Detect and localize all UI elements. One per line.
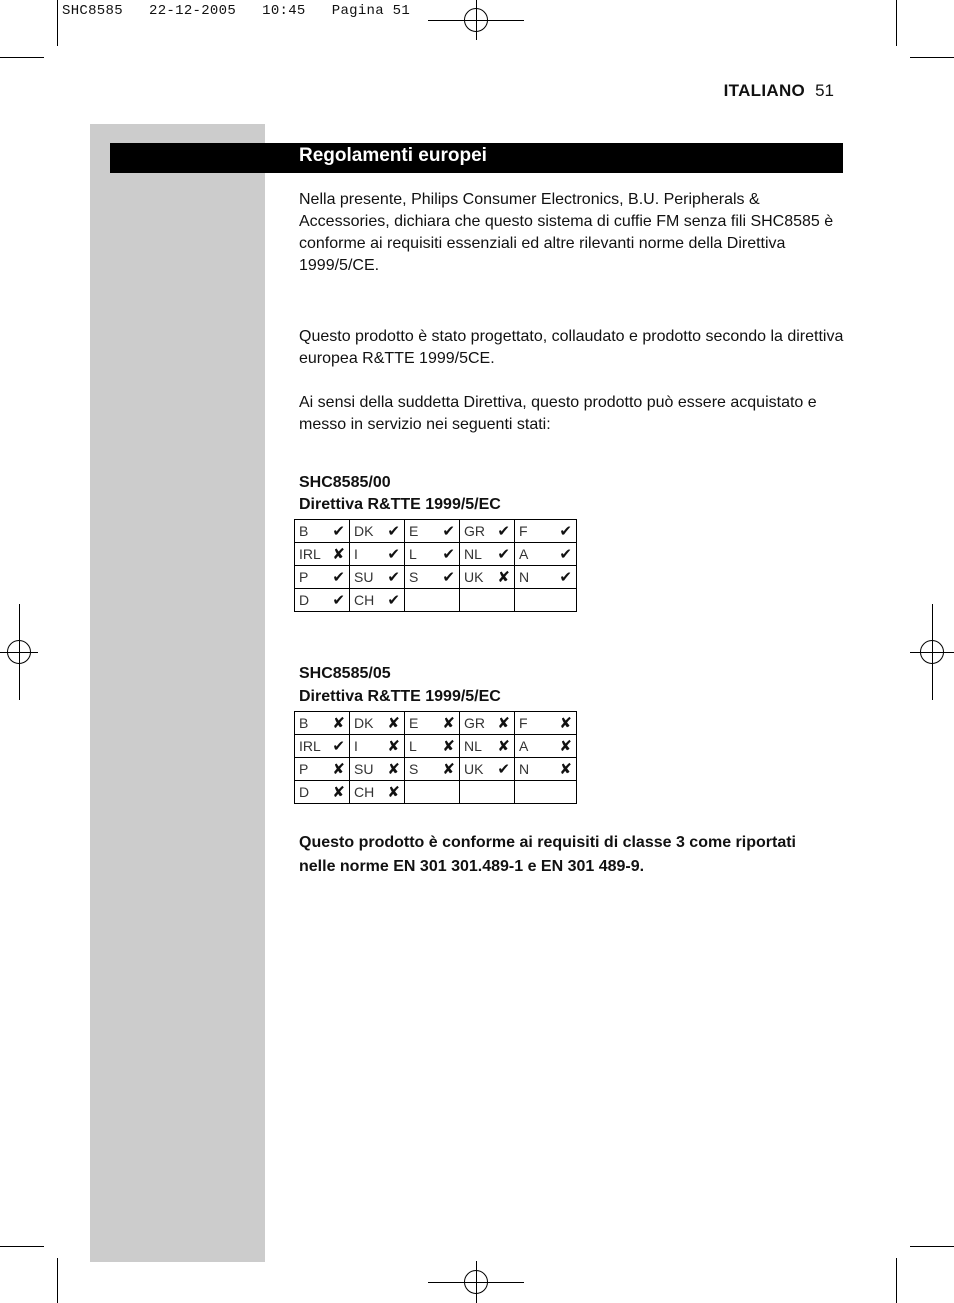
table-cell [405, 589, 460, 612]
check-icon: ✔ [497, 523, 510, 540]
check-icon: ✔ [332, 569, 345, 586]
country-code: E [409, 715, 419, 731]
crop-mark [896, 1258, 897, 1303]
table-cell [295, 520, 350, 543]
table-cell [350, 735, 405, 758]
country-code: UK [464, 761, 484, 777]
country-code: N [519, 569, 530, 585]
country-code: IRL [299, 738, 321, 754]
table-cell [350, 712, 405, 735]
table-cell [460, 781, 515, 804]
country-code: L [409, 738, 417, 754]
table-row [295, 520, 577, 543]
country-table [294, 711, 577, 804]
table-cell [405, 735, 460, 758]
table-cell [460, 758, 515, 781]
country-code: S [409, 761, 419, 777]
table-cell [460, 520, 515, 543]
check-icon: ✔ [497, 761, 510, 778]
table-cell [350, 781, 405, 804]
cross-icon: ✘ [442, 738, 455, 755]
cross-icon: ✘ [332, 546, 345, 563]
cross-icon: ✘ [559, 761, 572, 778]
check-icon: ✔ [559, 523, 572, 540]
registration-mark-right [910, 604, 954, 700]
cross-icon: ✘ [387, 761, 400, 778]
registration-mark-top [428, 0, 524, 40]
country-code: NL [464, 546, 482, 562]
check-icon: ✔ [387, 592, 400, 609]
check-icon: ✔ [387, 523, 400, 540]
table-cell [350, 566, 405, 589]
country-code: S [409, 569, 419, 585]
cross-icon: ✘ [559, 715, 572, 732]
country-code: SU [354, 569, 374, 585]
conformity-note: Questo prodotto è conforme ai requisiti di classe 3 come riportati nelle norme EN 301 301.489-1 e EN 301 489-9. [299, 834, 796, 875]
directive-label: Direttiva R&TTE 1999/5/EC [299, 688, 501, 705]
table-cell [460, 712, 515, 735]
country-code: P [299, 569, 309, 585]
table-cell [350, 589, 405, 612]
table-cell [295, 758, 350, 781]
country-code: L [409, 546, 417, 562]
crop-mark [910, 1246, 954, 1247]
check-icon: ✔ [442, 546, 455, 563]
country-code: DK [354, 715, 374, 731]
paragraph-declaration: Nella presente, Philips Consumer Electronics, B.U. Peripherals & Accessories, dichiara che questo sistema di cuffie FM senza fili SHC8585 è conforme ai requisiti essenziali ed altre rilevanti norme della Direttiva 1999/5/CE. [299, 191, 834, 274]
crop-mark [57, 1258, 58, 1303]
cross-icon: ✘ [387, 738, 400, 755]
table-cell [405, 758, 460, 781]
cross-icon: ✘ [497, 738, 510, 755]
page-number: 51 [815, 81, 834, 100]
table-cell [405, 520, 460, 543]
table-cell [515, 543, 577, 566]
check-icon: ✔ [332, 592, 345, 609]
table-cell [515, 712, 577, 735]
crop-mark [910, 57, 954, 58]
country-code: CH [354, 592, 375, 608]
table-cell [350, 758, 405, 781]
model-label: SHC8585/05 [299, 665, 391, 682]
country-code: A [519, 546, 529, 562]
country-code: IRL [299, 546, 321, 562]
table-row [295, 735, 577, 758]
table-cell [515, 589, 577, 612]
table-cell [515, 520, 577, 543]
country-code: E [409, 523, 419, 539]
country-code: B [299, 715, 309, 731]
cross-icon: ✘ [497, 569, 510, 586]
table-cell [460, 566, 515, 589]
language-label: ITALIANO [723, 81, 806, 100]
crop-mark [57, 0, 58, 46]
country-code: A [519, 738, 529, 754]
cross-icon: ✘ [559, 738, 572, 755]
table-cell [350, 543, 405, 566]
check-icon: ✔ [387, 569, 400, 586]
table-row [295, 566, 577, 589]
gray-side-column [90, 124, 265, 1262]
country-code: SU [354, 761, 374, 777]
table-cell [295, 589, 350, 612]
check-icon: ✔ [497, 546, 510, 563]
crop-mark [0, 1246, 44, 1247]
check-icon: ✔ [559, 546, 572, 563]
cross-icon: ✘ [442, 715, 455, 732]
check-icon: ✔ [332, 738, 345, 755]
country-code: GR [464, 523, 485, 539]
table-row [295, 589, 577, 612]
check-icon: ✔ [442, 523, 455, 540]
country-code: P [299, 761, 309, 777]
country-code: UK [464, 569, 484, 585]
cross-icon: ✘ [387, 715, 400, 732]
check-icon: ✔ [442, 569, 455, 586]
country-code: F [519, 715, 528, 731]
crop-mark [896, 0, 897, 46]
table-cell [405, 566, 460, 589]
table-cell [295, 543, 350, 566]
table-cell [515, 566, 577, 589]
table-cell [295, 566, 350, 589]
cross-icon: ✘ [442, 761, 455, 778]
country-code: I [354, 546, 358, 562]
crop-mark [0, 57, 44, 58]
registration-mark-left [0, 604, 38, 700]
cross-icon: ✘ [332, 784, 345, 801]
country-code: B [299, 523, 309, 539]
running-header [724, 81, 834, 101]
table-row [295, 712, 577, 735]
country-code: N [519, 761, 530, 777]
table-cell [295, 712, 350, 735]
table-cell [460, 543, 515, 566]
country-code: GR [464, 715, 485, 731]
table-cell [405, 712, 460, 735]
table-row [295, 781, 577, 804]
directive-label: Direttiva R&TTE 1999/5/EC [299, 496, 501, 513]
table-cell [350, 520, 405, 543]
country-code: F [519, 523, 528, 539]
registration-mark-bottom [428, 1261, 524, 1303]
table-cell [405, 781, 460, 804]
cross-icon: ✘ [387, 784, 400, 801]
model-label: SHC8585/00 [299, 474, 391, 491]
country-table [294, 519, 577, 612]
check-icon: ✔ [559, 569, 572, 586]
table-cell [405, 543, 460, 566]
cross-icon: ✘ [497, 715, 510, 732]
cross-icon: ✘ [332, 761, 345, 778]
table-cell [515, 781, 577, 804]
table-cell [460, 735, 515, 758]
table-cell [295, 781, 350, 804]
country-code: DK [354, 523, 374, 539]
table-cell [295, 735, 350, 758]
section-title: Regolamenti europei [299, 145, 487, 166]
print-slug: SHC8585 22-12-2005 10:45 Pagina 51 [62, 3, 411, 19]
table-cell [515, 735, 577, 758]
country-code: NL [464, 738, 482, 754]
table-cell [515, 758, 577, 781]
paragraph-countries-intro: Ai sensi della suddetta Direttiva, questo prodotto può essere acquistato e messo in servizio nei seguenti stati: [299, 394, 817, 433]
table-row [295, 758, 577, 781]
cross-icon: ✘ [332, 715, 345, 732]
check-icon: ✔ [387, 546, 400, 563]
table-cell [460, 589, 515, 612]
country-code: CH [354, 784, 375, 800]
country-code: D [299, 784, 310, 800]
country-code: I [354, 738, 358, 754]
check-icon: ✔ [332, 523, 345, 540]
country-code: D [299, 592, 310, 608]
paragraph-design: Questo prodotto è stato progettato, collaudato e prodotto secondo la direttiva europea R&TTE 1999/5CE. [299, 328, 844, 367]
table-row [295, 543, 577, 566]
